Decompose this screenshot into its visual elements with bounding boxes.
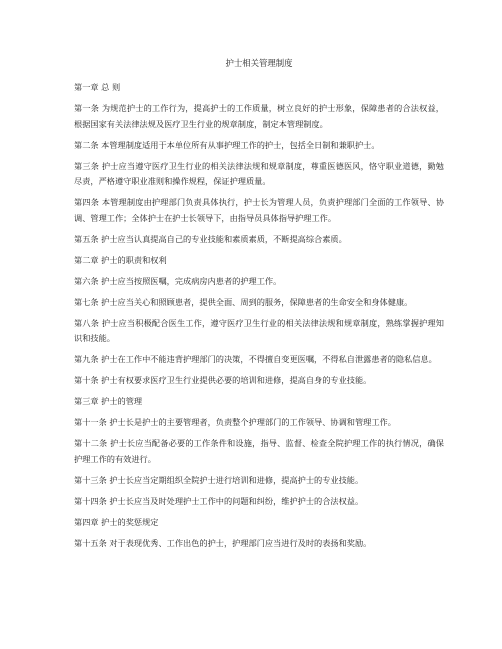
- article-12: 第十二条 护士长应当配备必要的工作条件和设施，指导、监督、检查全院护理工作的执行情况，确保护理工作的有效进行。: [74, 438, 444, 464]
- article-4: 第四条 本管理制度由护理部门负责具体执行，护士长为管理人员，负责护理部门全面的工作领导、协调、管理工作；全体护士在护士长领导下，由指导员具体指导护理工作。: [74, 197, 444, 223]
- chapter-heading-2: 第二章 护士的职责和权利: [74, 254, 167, 265]
- chapter-heading-4: 第四章 护士的奖惩规定: [74, 516, 159, 527]
- chapter-heading-1: 第一章 总 则: [74, 82, 121, 92]
- article-11: 第十一条 护士长是护士的主要管理者，负责整个护理部门的工作领导、协调和管理工作。: [74, 417, 396, 427]
- article-1: 第一条 为规范护士的工作行为，提高护士的工作质量，树立良好的护士形象，保障患者的合法权益，根据国家有关法律法规及医疗卫生行业的规章制度，制定本管理制度。: [74, 103, 444, 129]
- chapter-heading-3: 第三章 护士的管理: [74, 396, 143, 406]
- document-title: 护士相关管理制度: [225, 58, 293, 68]
- article-15: 第十五条 对于表现优秀、工作出色的护士，护理部门应当进行及时的表扬和奖励。: [74, 537, 372, 548]
- article-9: 第九条 护士在工作中不能违背护理部门的决策，不得擅自变更医嘱，不得私自泄露患者的隐私信息。: [74, 354, 437, 364]
- article-6: 第六条 护士应当按照医嘱，完成病房内患者的护理工作。: [74, 275, 282, 286]
- article-5: 第五条 护士应当认真提高自己的专业技能和素质素质，不断提高综合素质。: [74, 233, 347, 244]
- article-13: 第十三条 护士长应当定期组织全院护士进行培训和进修，提高护士的专业技能。: [74, 474, 364, 485]
- article-8: 第八条 护士应当积极配合医生工作，遵守医疗卫生行业的相关法律法规和规章制度，熟练掌握护理知识和技能。: [74, 317, 444, 343]
- article-3: 第三条 护士应当遵守医疗卫生行业的相关法律法规和规章制度，尊重医德医风，恪守职业道德，勤勉尽责，严格遵守职业准则和操作规程，保证护理质量。: [74, 160, 444, 186]
- article-14: 第十四条 护士长应当及时处理护士工作中的问题和纠纷，维护护士的合法权益。: [74, 495, 364, 506]
- article-7: 第七条 护士应当关心和照顾患者，提供全面、周到的服务，保障患者的生命安全和身体健康。: [74, 296, 413, 307]
- article-10: 第十条 护士有权要求医疗卫生行业提供必要的培训和进修，提高自身的专业技能。: [74, 375, 372, 385]
- article-2: 第二条 本管理制度适用于本单位所有从事护理工作的护士，包括全日制和兼职护士。: [74, 139, 380, 150]
